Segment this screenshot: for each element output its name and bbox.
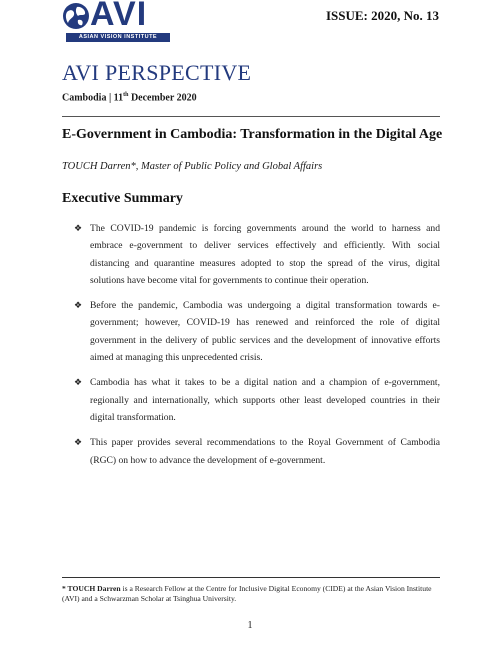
- dateline-suffix: December 2020: [128, 92, 197, 104]
- avi-logo: [62, 0, 172, 44]
- dateline-prefix: Cambodia | 11: [62, 92, 124, 104]
- issue-number: ISSUE: 2020, No. 13: [325, 8, 439, 23]
- summary-item: [74, 220, 440, 289]
- diamond-bullet-icon: ❖: [74, 377, 83, 388]
- diamond-bullet-icon: ❖: [74, 223, 83, 233]
- footnote-author: * TOUCH Darren: [62, 584, 121, 593]
- dateline: [62, 92, 197, 103]
- summary-item: [74, 374, 440, 426]
- footnote-text: is a Research Fellow at the Centre for Inclusive Digital Economy (CIDE) at the Asian Vision Institute (AVI) and a Schwarzman Scholar at Tsinghua University.: [62, 584, 432, 603]
- summary-item-text: Cambodia has what it takes to be a digital nation and a champion of e-government, regionally and internationally, which supports other least developed countries in their digital transformation.: [90, 377, 440, 423]
- summary-item-text: The COVID-19 pandemic is forcing governments around the world to harness and embrace e-government to deliver services effectively and efficiently. With social distancing and quarantine measures adopted to stop the spread of the virus, digital solutions have become vital for governments to continue their operation.: [90, 223, 440, 286]
- paper-title: E-Government in Cambodia: Transformation in the Digital Age: [62, 127, 443, 142]
- logo-wordmark: AVI: [90, 0, 148, 33]
- diamond-bullet-icon: ❖: [74, 437, 83, 448]
- summary-list: [74, 220, 440, 469]
- summary-item-text: Before the pandemic, Cambodia was undergoing a digital transformation towards e-government; however, COVID-19 has renewed and reinforced the role of digital government in the delivery of public services and the development of innovative efforts aimed at managing this unprecedented crisis.: [90, 300, 440, 364]
- footnote: [62, 584, 440, 604]
- footnote-divider: [62, 577, 440, 578]
- section-heading: Executive Summary: [62, 191, 183, 206]
- dateline-ordinal: th: [123, 92, 129, 98]
- summary-item: [74, 434, 440, 469]
- header-divider: [62, 116, 440, 117]
- summary-item: [74, 297, 440, 366]
- diamond-bullet-icon: ❖: [74, 300, 83, 311]
- globe-icon: [62, 2, 90, 30]
- page-number: 1: [247, 620, 253, 631]
- author-line: TOUCH Darren*, Master of Public Policy and Global Affairs: [62, 161, 323, 172]
- summary-item-text: This paper provides several recommendations to the Royal Government of Cambodia (RGC) on how to advance the development of e-government.: [90, 437, 440, 466]
- logo-subtitle: ASIAN VISION INSTITUTE: [66, 33, 170, 42]
- publication-title: AVI PERSPECTIVE: [62, 60, 252, 85]
